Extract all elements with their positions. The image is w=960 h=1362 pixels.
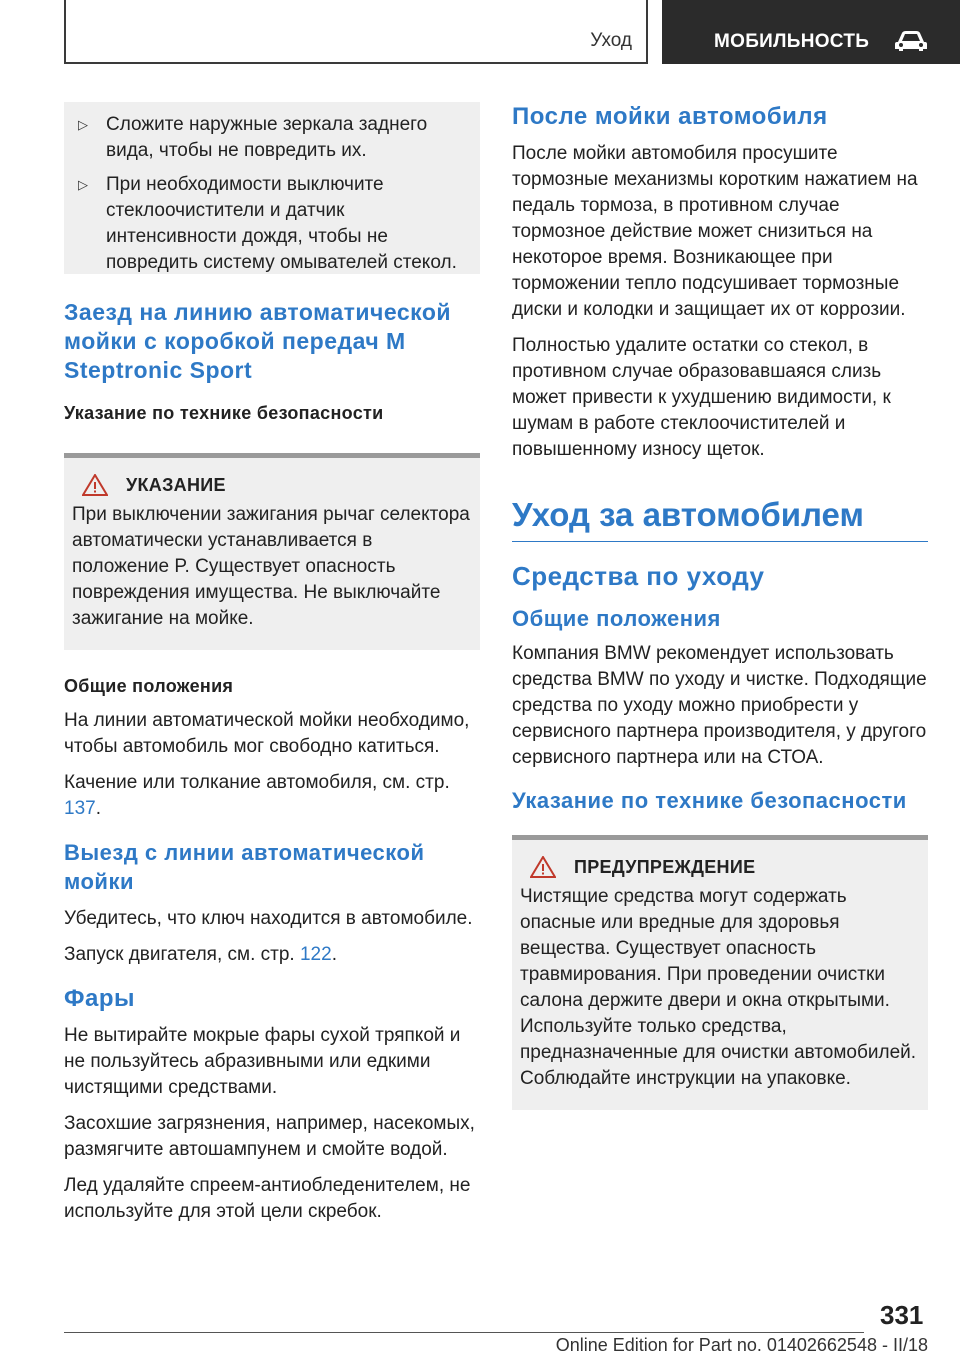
care-heading-rule: [512, 495, 928, 542]
edition-info: Online Edition for Part no. 01402662548 - II/18: [555, 1335, 928, 1355]
safety-heading: Указание по технике безопасности: [512, 788, 907, 813]
car-icon: [894, 28, 928, 52]
punctuation: .: [331, 944, 337, 965]
list-item-text: При необходимости выключите стеклоочистители и датчик интенсивности дождя, чтобы не повредить систему омывателей стекол.: [106, 174, 457, 273]
triangle-bullet-icon: ▷: [78, 117, 88, 132]
page-link-137[interactable]: 137: [64, 798, 96, 819]
punctuation: .: [95, 798, 101, 819]
notice-text: При выключении зажигания рычаг селектора автоматически устанавливается в положение P. Существует опасность повреждения имущества. Не выключайте зажигание на мойке.: [72, 504, 470, 629]
header-section-title: Уход: [590, 30, 632, 51]
list-item: [72, 112, 472, 164]
triangle-bullet-icon: ▷: [78, 177, 88, 192]
headlights-paragraph: Засохшие загрязнения, например, насекомых, размягчите автошампунем и смойте водой.: [64, 1113, 475, 1160]
notice-title: УКАЗАНИЕ: [126, 474, 226, 495]
footer-divider: [64, 1332, 864, 1333]
bullet-list-box: [64, 102, 480, 274]
general-label: Общие положения: [64, 676, 234, 696]
carwash-exit-heading: Выезд с линии автоматической мойки: [64, 840, 425, 894]
warning-header: [520, 856, 920, 878]
safety-label: Указание по технике безопасности: [64, 403, 384, 423]
push-reference-paragraph: [64, 770, 480, 822]
after-wash-paragraph: После мойки автомобиля просушите тормозные механизмы коротким нажатием на педаль тормоза, в противном случае тормозное действие может снизиться на некоторое время. Возникающее при торможении тепло подсушивает тормозные диски и колодки и защищает их от коррозии.: [512, 143, 918, 320]
headlights-heading: Фары: [64, 985, 135, 1012]
warning-title: ПРЕДУПРЕЖДЕНИЕ: [574, 856, 756, 877]
carwash-entry-heading: Заезд на линию автоматической мойки с коробкой передач M Steptronic Sport: [64, 299, 452, 383]
general-paragraph: Компания BMW рекомендует использовать средства BMW по уходу и чистке. Подходящие средства по уходу можно приобрести у сервисного партнера производителя, у другого сервисного партнера или на СТОА.: [512, 643, 927, 768]
warning-triangle-icon: [530, 856, 556, 878]
warning-triangle-icon: [82, 474, 108, 496]
list-item: [72, 172, 472, 276]
page-number: 331: [880, 1300, 924, 1330]
left-column: [64, 102, 480, 1235]
warning-text: Чистящие средства могут содержать опасные или вредные для здоровья вещества. Существует опасность травмирования. При проведении очистки салона держите двери и окна открытыми. Используйте только средства, предназначенные для очистки автомобилей. Соблюдайте инструкции на упаковке.: [520, 886, 917, 1089]
page-link-122[interactable]: 122: [299, 944, 332, 965]
header-section-tab: [64, 0, 648, 64]
after-wash-paragraph: Полностью удалите остатки со стекол, в противном случае образовавшаяся слизь может привести к ухудшению видимости, к шумам в работе стеклоочистителей и повышенному износу щеток.: [512, 335, 891, 460]
notice-box: [64, 453, 480, 650]
header-chapter-tab: [662, 0, 960, 64]
care-heading: Уход за автомобилем: [512, 496, 864, 533]
warning-box: [512, 835, 928, 1110]
right-column: [512, 102, 928, 1110]
headlights-paragraph: Лед удаляйте спреем-антиобледенителем, не используйте для этой цели скребок.: [64, 1175, 471, 1222]
headlights-paragraph: Не вытирайте мокрые фары сухой тряпкой и не пользуйтесь абразивными или едкими чистящими средствами.: [64, 1025, 461, 1098]
exit-paragraph: Убедитесь, что ключ находится в автомобиле.: [64, 908, 473, 929]
engine-start-reference: [64, 942, 480, 968]
header-chapter-title: МОБИЛЬНОСТЬ: [714, 31, 870, 52]
general-heading: Общие положения: [512, 606, 721, 631]
notice-header: [72, 474, 472, 496]
after-wash-heading: После мойки автомобиля: [512, 103, 828, 130]
engine-start-text: Запуск двигателя, см. стр.: [64, 944, 295, 965]
list-item-text: Сложите наружные зеркала заднего вида, чтобы не повредить их.: [106, 114, 428, 161]
general-paragraph: На линии автоматической мойки необходимо, чтобы автомобиль мог свободно катиться.: [64, 710, 470, 757]
care-products-heading: Средства по уходу: [512, 561, 765, 591]
push-reference-text: Качение или толкание автомобиля, см. стр.: [64, 772, 450, 793]
